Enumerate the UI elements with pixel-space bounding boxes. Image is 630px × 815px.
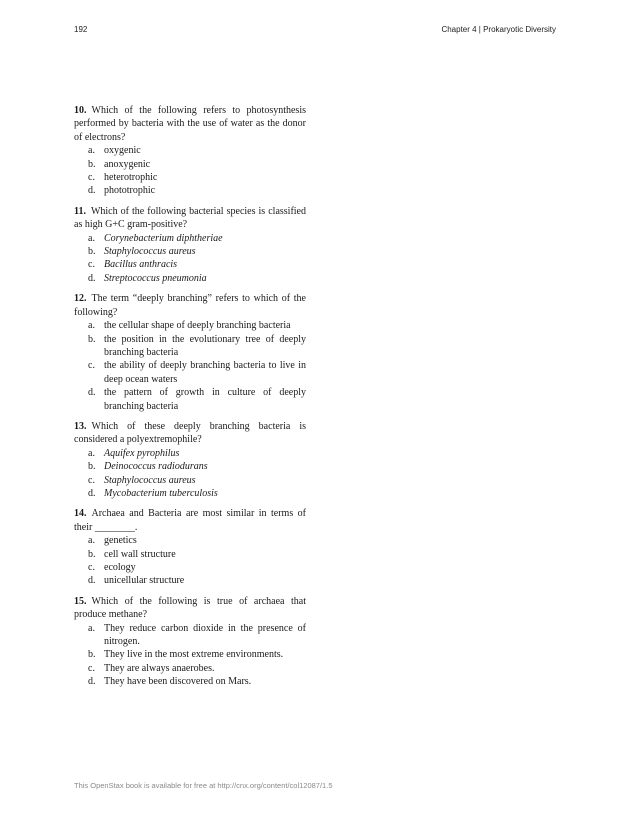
option-text: the cellular shape of deeply branching bacteria — [104, 320, 291, 332]
answer-option — [74, 144, 306, 157]
option-text: Mycobacterium tuberculosis — [104, 487, 218, 499]
answer-options — [74, 232, 306, 286]
question-text: Which of the following is true of archaea that produce methane? — [74, 595, 306, 621]
option-text: heterotrophic — [104, 172, 158, 184]
question-number: 13. — [74, 420, 87, 432]
option-letter: b. — [88, 158, 96, 170]
option-text: Corynebacterium diphtheriae — [104, 232, 223, 244]
answer-option — [74, 622, 306, 649]
answer-options — [74, 319, 306, 413]
option-letter: b. — [88, 333, 96, 345]
option-text: phototrophic — [104, 185, 156, 197]
answer-option — [74, 258, 306, 271]
answer-option — [74, 534, 306, 547]
option-text: They reduce carbon dioxide in the presence of nitrogen. — [104, 622, 306, 648]
option-text: Streptococcus pneumonia — [104, 272, 207, 284]
option-letter: c. — [88, 259, 95, 271]
answer-option — [74, 386, 306, 413]
option-letter: b. — [88, 246, 96, 258]
question-14 — [74, 507, 306, 587]
answer-options — [74, 447, 306, 501]
page-number: 192 — [74, 25, 88, 34]
page-header — [74, 25, 556, 34]
option-text: Deinococcus radiodurans — [104, 461, 208, 473]
option-text: Bacillus anthracis — [104, 259, 178, 271]
option-letter: d. — [88, 272, 96, 284]
question-text: Which of the following bacterial species is classified as high G+C gram-positive? — [74, 205, 306, 231]
answer-option — [74, 460, 306, 473]
option-text: the position in the evolutionary tree of deeply branching bacteria — [104, 333, 306, 358]
answer-options — [74, 534, 306, 588]
answer-option — [74, 675, 306, 688]
answer-option — [74, 487, 306, 500]
option-text: the ability of deeply branching bacteria to live in deep ocean waters — [104, 360, 306, 385]
option-text: They live in the most extreme environments. — [104, 649, 284, 661]
option-text: genetics — [104, 535, 137, 547]
question-stem — [74, 507, 306, 534]
answer-option — [74, 447, 306, 460]
question-number: 14. — [74, 508, 87, 520]
question-13 — [74, 420, 306, 500]
option-letter: d. — [88, 185, 96, 197]
question-text: Which of these deeply branching bacteria is considered a polyextremophile? — [74, 420, 306, 446]
option-letter: a. — [88, 145, 95, 157]
answer-option — [74, 648, 306, 661]
option-text: oxygenic — [104, 145, 141, 157]
question-stem — [74, 595, 306, 622]
option-letter: a. — [88, 232, 95, 244]
option-text: cell wall structure — [104, 548, 176, 560]
question-list — [74, 104, 306, 696]
option-letter: c. — [88, 474, 95, 486]
question-text: Archaea and Bacteria are most similar in terms of their ________. — [74, 508, 306, 533]
option-text: ecology — [104, 562, 136, 573]
question-number: 11. — [74, 205, 86, 217]
option-text: unicellular structure — [104, 575, 185, 587]
question-number: 10. — [74, 105, 87, 116]
answer-option — [74, 232, 306, 245]
chapter-title: Chapter 4 | Prokaryotic Diversity — [441, 25, 556, 34]
option-letter: a. — [88, 622, 95, 634]
option-text: Aquifex pyrophilus — [104, 447, 180, 459]
option-text: Staphylococcus aureus — [104, 474, 196, 486]
answer-option — [74, 359, 306, 386]
option-text: anoxygenic — [104, 158, 151, 170]
question-stem — [74, 205, 306, 232]
question-stem — [74, 292, 306, 319]
question-text: The term “deeply branching” refers to which of the following? — [74, 293, 306, 318]
answer-option — [74, 662, 306, 675]
answer-option — [74, 548, 306, 561]
question-10 — [74, 104, 306, 198]
option-letter: d. — [88, 387, 96, 399]
question-12 — [74, 292, 306, 413]
option-letter: c. — [88, 172, 95, 184]
option-letter: c. — [88, 360, 95, 372]
question-number: 12. — [74, 293, 87, 305]
option-letter: b. — [88, 649, 96, 661]
option-letter: b. — [88, 548, 96, 560]
option-text: They are always anaerobes. — [104, 662, 215, 674]
answer-option — [74, 158, 306, 171]
answer-options — [74, 622, 306, 689]
question-stem — [74, 420, 306, 447]
answer-option — [74, 561, 306, 574]
question-text: Which of the following refers to photosynthesis performed by bacteria with the use of water as the donor of electrons? — [74, 105, 306, 143]
answer-option — [74, 272, 306, 285]
question-stem — [74, 104, 306, 144]
answer-option — [74, 474, 306, 487]
question-11 — [74, 205, 306, 285]
option-letter: a. — [88, 447, 95, 459]
answer-option — [74, 171, 306, 184]
option-letter: c. — [88, 662, 95, 674]
option-letter: c. — [88, 562, 95, 573]
answer-options — [74, 144, 306, 198]
answer-option — [74, 574, 306, 587]
option-letter: a. — [88, 320, 95, 332]
option-text: They have been discovered on Mars. — [104, 676, 252, 688]
answer-option — [74, 333, 306, 360]
answer-option — [74, 319, 306, 332]
question-number: 15. — [74, 595, 87, 607]
option-text: the pattern of growth in culture of deeply branching bacteria — [104, 387, 306, 412]
option-letter: d. — [88, 487, 96, 499]
page-footer: This OpenStax book is available for free at http://cnx.org/content/col12087/1.5 — [74, 781, 333, 790]
option-letter: d. — [88, 575, 96, 587]
option-letter: d. — [88, 676, 96, 688]
option-text: Staphylococcus aureus — [104, 246, 196, 258]
answer-option — [74, 245, 306, 258]
question-15 — [74, 595, 306, 689]
option-letter: a. — [88, 535, 95, 547]
answer-option — [74, 184, 306, 197]
option-letter: b. — [88, 461, 96, 473]
